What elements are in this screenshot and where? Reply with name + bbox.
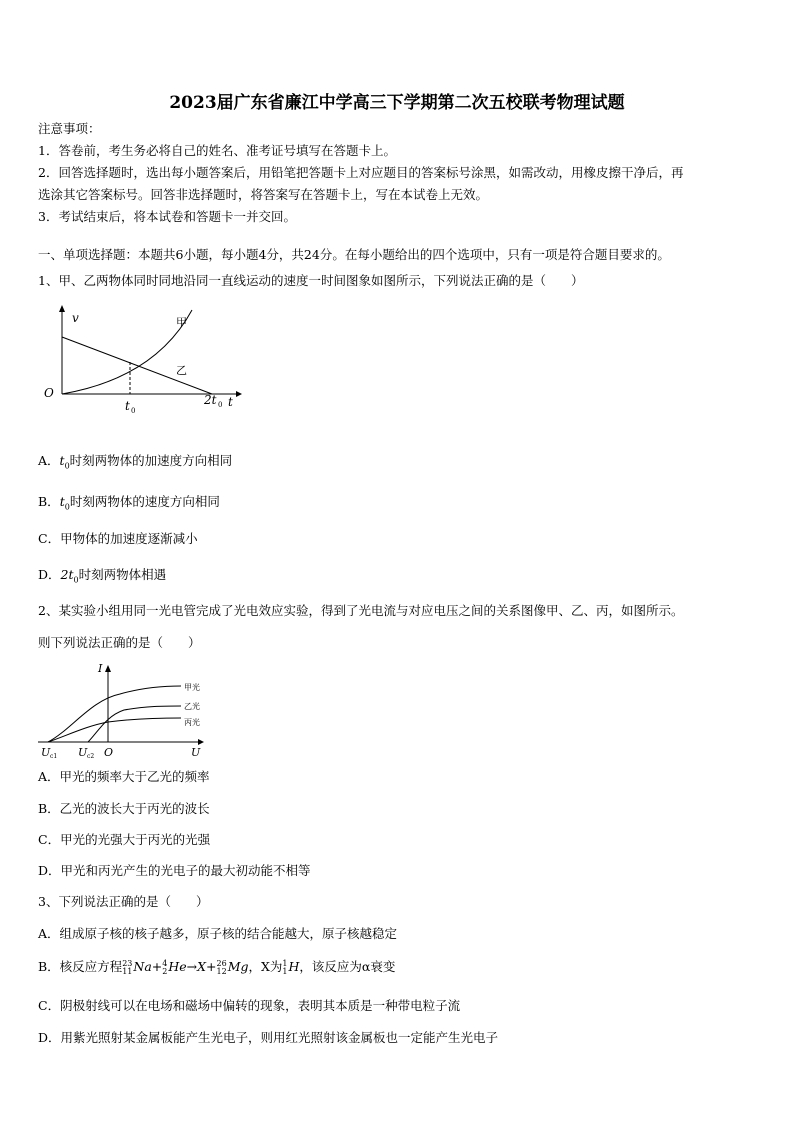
q2-uc1-sub: c1 [50, 753, 58, 760]
q2-iu-graph [36, 660, 216, 762]
q1-y-arrow-icon [59, 305, 65, 312]
q1-curve-jia [62, 310, 192, 394]
q2-option-a: A．甲光的频率大于乙光的频率 [38, 769, 210, 784]
q2-uc2-sub: c2 [87, 753, 95, 760]
q1-tick-t0-sub: 0 [131, 407, 136, 415]
q1-tick-2t0: 2t [204, 393, 217, 407]
q1-line-yi [62, 337, 212, 394]
q3-option-c: C．阴极射线可以在电场和磁场中偏转的现象，表明其本质是一种带电粒子流 [38, 998, 461, 1013]
q3-option-a: A．组成原子核的核子越多，原子核的结合能越大，原子核越稳定 [38, 926, 398, 941]
q1-x-label: t [228, 395, 233, 409]
q2-curve-bing-label: 丙光 [184, 718, 200, 727]
q1-option-c: C．甲物体的加速度逐渐减小 [38, 531, 198, 546]
page-title: 2023届广东省廉江中学高三下学期第二次五校联考物理试题 [169, 93, 625, 113]
notice-item-1: 1．答卷前，考生务必将自己的姓名、准考证号填写在答题卡上。 [38, 143, 396, 158]
q2-x-arrow-icon [198, 739, 204, 745]
q2-origin-label: O [104, 746, 114, 759]
q3-stem: 3、下列说法正确的是（ ） [38, 894, 209, 909]
q1-vt-graph [40, 300, 250, 420]
q1-y-label: v [72, 311, 79, 325]
q1-option-d: D．$2t_0$时刻两物体相遇 [38, 567, 167, 585]
q2-curve-yi-label: 乙光 [184, 702, 200, 711]
notice-heading: 注意事项： [38, 121, 101, 136]
q1-tick-2t0-sub: 0 [218, 401, 223, 409]
q1-curve-yi-label: 乙 [176, 364, 187, 377]
notice-item-2-cont: 选涂其它答案标号。回答非选择题时，将答案写在答题卡上，写在本试卷上无效。 [38, 187, 489, 202]
q2-uc2-label: U [78, 746, 88, 759]
q2-option-b: B．乙光的波长大于丙光的波长 [38, 801, 210, 816]
q2-curve-jia-label: 甲光 [184, 683, 200, 692]
q2-y-arrow-icon [105, 665, 111, 672]
q2-x-label: U [191, 746, 201, 759]
notice-item-3: 3．考试结束后，将本试卷和答题卡一并交回。 [38, 209, 296, 224]
q1-x-arrow-icon [236, 391, 242, 397]
notice-item-2: 2．回答选择题时，选出每小题答案后，用铅笔把答题卡上对应题目的答案标号涂黑，如需改动，用橡皮擦干净后，再 [38, 165, 684, 180]
q1-stem: 1、甲、乙两物体同时同地沿同一直线运动的速度一时间图象如图所示，下列说法正确的是（ ） [38, 273, 584, 288]
q1-option-b: B．$t_0$时刻两物体的速度方向相同 [38, 494, 220, 512]
q1-origin-label: O [44, 386, 54, 400]
q1-tick-t0: t [125, 399, 130, 413]
q1-curve-jia-label: 甲 [176, 316, 187, 329]
q2-curve-yi [88, 706, 181, 742]
q3-option-d: D．用紫光照射某金属板能产生光电子，则用红光照射该金属板也一定能产生光电子 [38, 1030, 499, 1045]
q2-stem-1: 2、某实验小组用同一光电管完成了光电效应实验，得到了光电流与对应电压之间的关系图像甲、乙、丙，如图所示。 [38, 603, 684, 618]
q2-option-c: C．甲光的光强大于丙光的光强 [38, 832, 211, 847]
q2-stem-2: 则下列说法正确的是（ ） [38, 635, 201, 650]
q2-y-label: I [98, 662, 103, 675]
q2-uc1-label: U [41, 746, 51, 759]
q3-option-b: B．核反应方程23 11Na+4 2He→X+26 12Mg，X为1 1H，该反应为α衰变 [38, 958, 396, 976]
q2-curve-bing [48, 718, 181, 742]
section-heading: 一、单项选择题：本题共6小题，每小题4分，共24分。在每小题给出的四个选项中，只有一项是符合题目要求的。 [38, 247, 670, 262]
q1-option-a: A．$t_0$时刻两物体的加速度方向相同 [38, 453, 233, 471]
q2-option-d: D．甲光和丙光产生的光电子的最大初动能不相等 [38, 863, 311, 878]
